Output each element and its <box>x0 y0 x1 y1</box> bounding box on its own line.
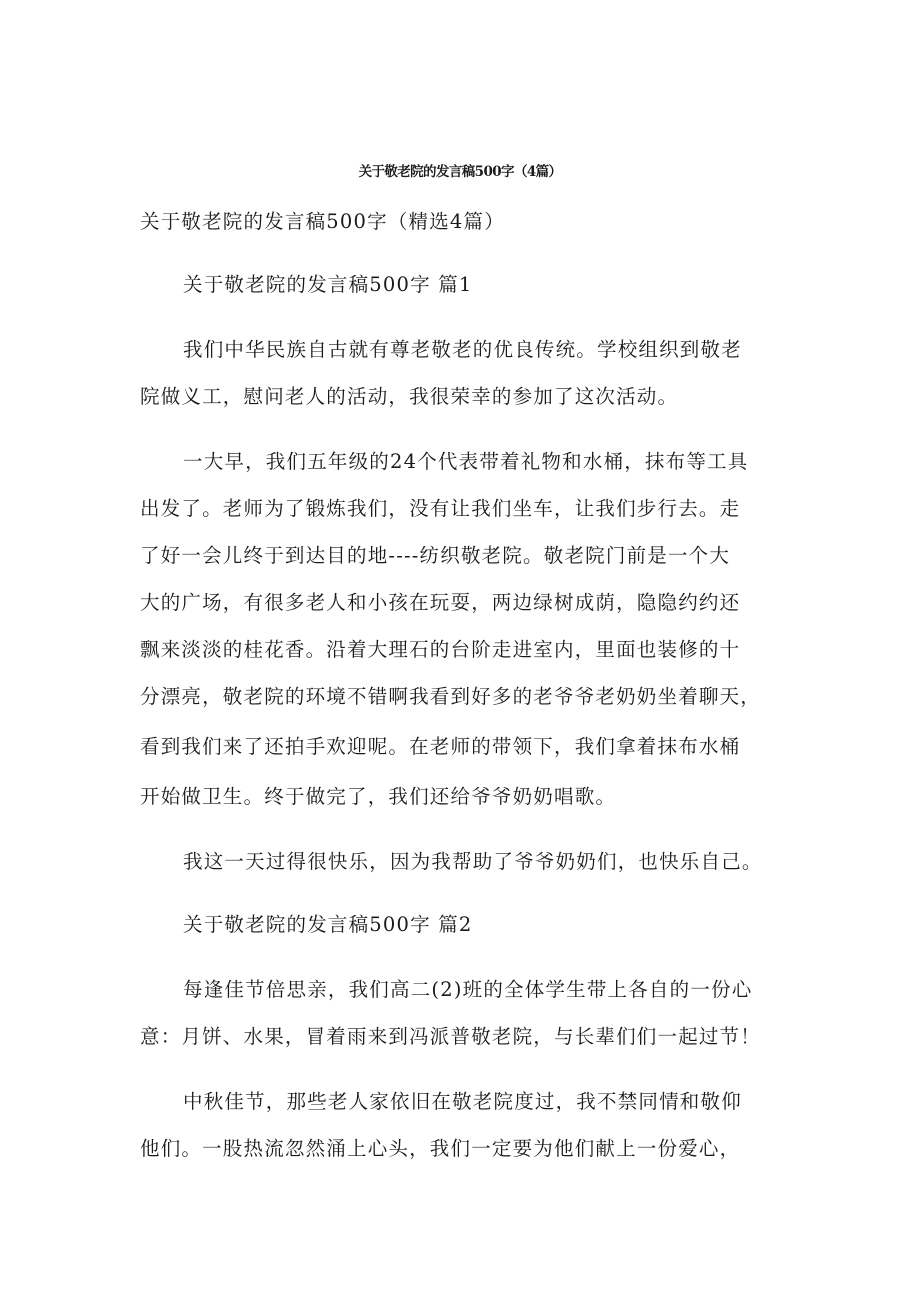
section-heading: 关于敬老院的发言稿500字 篇2 <box>183 913 473 936</box>
paragraph-line: 我们中华民族自古就有尊老敬老的优良传统。学校组织到敬老 <box>183 338 742 361</box>
paragraph-line: 开始做卫生。终于做完了，我们还给爷爷奶奶唱歌。 <box>140 785 617 808</box>
paragraph-line: 我这一天过得很快乐，因为我帮助了爷爷奶奶们，也快乐自己。 <box>183 850 763 873</box>
paragraph-line: 大的广场，有很多老人和小孩在玩耍，两边绿树成荫，隐隐约约还 <box>140 591 741 614</box>
paragraph-line: 意：月饼、水果，冒着雨来到冯派普敬老院，与长辈们们一起过节！ <box>140 1025 762 1048</box>
paragraph-line: 他们。一股热流忽然涌上心头，我们一定要为他们献上一份爱心， <box>140 1137 741 1160</box>
paragraph-line: 一大早，我们五年级的24个代表带着礼物和水桶，抹布等工具 <box>183 450 749 473</box>
paragraph-line: 出发了。老师为了锻炼我们，没有让我们坐车，让我们步行去。走 <box>140 497 741 520</box>
paragraph-line: 了好一会儿终于到达目的地----纺织敬老院。敬老院门前是一个大 <box>140 544 731 567</box>
paragraph-line: 院做义工，慰问老人的活动，我很荣幸的参加了这次活动。 <box>140 385 679 408</box>
section-heading: 关于敬老院的发言稿500字 篇1 <box>183 273 473 296</box>
document-subtitle: 关于敬老院的发言稿500字（精选4篇） <box>140 210 505 233</box>
paragraph-line: 每逢佳节倍思亲，我们高二(2)班的全体学生带上各自的一份心 <box>183 978 753 1001</box>
document-title: 关于敬老院的发言稿500字（4篇） <box>358 164 562 180</box>
paragraph-line: 中秋佳节，那些老人家依旧在敬老院度过，我不禁同情和敬仰 <box>183 1090 742 1113</box>
paragraph-line: 飘来淡淡的桂花香。沿着大理石的台阶走进室内，里面也装修的十 <box>140 638 741 661</box>
paragraph-line: 分漂亮，敬老院的环境不错啊我看到好多的老爷爷老奶奶坐着聊天， <box>140 685 762 708</box>
paragraph-line: 看到我们来了还拍手欢迎呢。在老师的带领下，我们拿着抹布水桶 <box>140 735 741 758</box>
